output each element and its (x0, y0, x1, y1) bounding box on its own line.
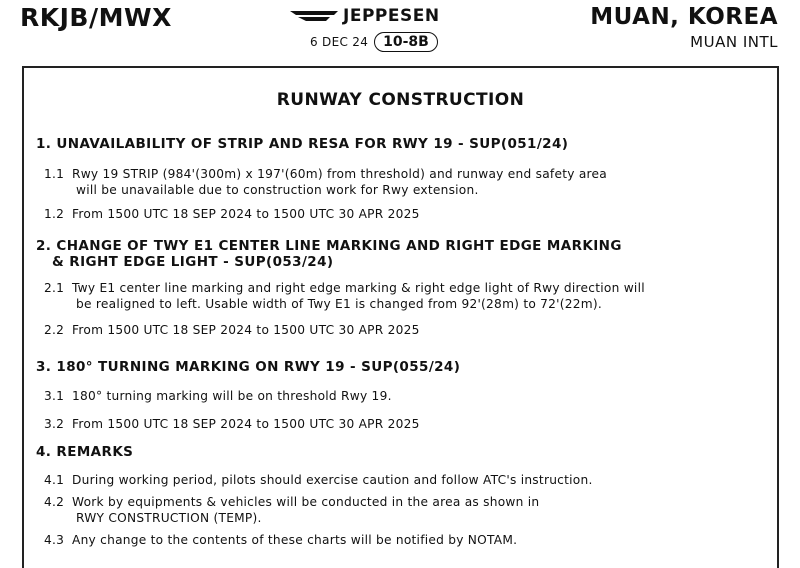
airport-name: MUAN INTL (690, 33, 778, 51)
item-number: 2.1 (44, 281, 65, 295)
list-item-2-2 (44, 322, 420, 338)
section-heading-1: 1. UNAVAILABILITY OF STRIP AND RESA FOR RWY 19 - SUP(051/24) (36, 136, 569, 152)
item-number: 3.1 (44, 389, 65, 403)
item-text: Twy E1 center line marking and right edge marking & right edge light of Rwy direction will (72, 281, 645, 295)
chart-frame (22, 66, 779, 568)
item-text: 180° turning marking will be on threshold Rwy 19. (72, 389, 392, 403)
city-name: MUAN, KOREA (590, 4, 778, 30)
list-item-3-1 (44, 388, 392, 404)
location-block (590, 4, 778, 51)
item-text: Work by equipments & vehicles will be conducted in the area as shown in (72, 495, 540, 509)
brand-name: JEPPESEN (343, 6, 440, 26)
item-text: Rwy 19 STRIP (984'(300m) x 197'(60m) from threshold) and runway end safety area (72, 167, 607, 181)
list-item-1-2 (44, 206, 420, 222)
list-item-4-2 (44, 494, 539, 526)
item-text-cont: RWY CONSTRUCTION (TEMP). (76, 511, 262, 525)
chart-number: 10-8B (374, 32, 438, 52)
chart-date: 6 DEC 24 (310, 35, 369, 49)
item-text: From 1500 UTC 18 SEP 2024 to 1500 UTC 30 APR 2025 (72, 323, 420, 337)
item-text: From 1500 UTC 18 SEP 2024 to 1500 UTC 30 APR 2025 (72, 207, 420, 221)
section-heading-4: 4. REMARKS (36, 444, 134, 460)
item-text-cont: be realigned to left. Usable width of Twy E1 is changed from 92'(28m) to 72'(22m). (76, 297, 603, 311)
item-number: 2.2 (44, 323, 65, 337)
jeppesen-swoosh-icon (290, 9, 338, 23)
section-heading-text: 2. CHANGE OF TWY E1 CENTER LINE MARKING AND RIGHT EDGE MARKING (36, 238, 622, 254)
chart-header-center (290, 6, 470, 52)
item-number: 1.1 (44, 167, 65, 181)
list-item-4-1 (44, 472, 593, 488)
list-item-3-2 (44, 416, 420, 432)
list-item-2-1 (44, 280, 645, 312)
list-item-4-3 (44, 532, 517, 548)
item-text: From 1500 UTC 18 SEP 2024 to 1500 UTC 30 APR 2025 (72, 417, 420, 431)
item-text: During working period, pilots should exercise caution and follow ATC's instruction. (72, 473, 593, 487)
item-text-cont: will be unavailable due to construction work for Rwy extension. (76, 183, 479, 197)
section-heading-cont: & RIGHT EDGE LIGHT - SUP(053/24) (52, 254, 334, 270)
item-number: 3.2 (44, 417, 65, 431)
section-heading-2 (36, 238, 622, 270)
section-heading-3: 3. 180° TURNING MARKING ON RWY 19 - SUP(055/24) (36, 359, 461, 375)
page-title: RUNWAY CONSTRUCTION (276, 90, 525, 110)
airport-code: RKJB/MWX (20, 3, 172, 32)
item-number: 4.1 (44, 473, 65, 487)
item-text: Any change to the contents of these charts will be notified by NOTAM. (72, 533, 518, 547)
item-number: 4.3 (44, 533, 65, 547)
item-number: 1.2 (44, 207, 65, 221)
list-item-1-1 (44, 166, 607, 198)
item-number: 4.2 (44, 495, 65, 509)
